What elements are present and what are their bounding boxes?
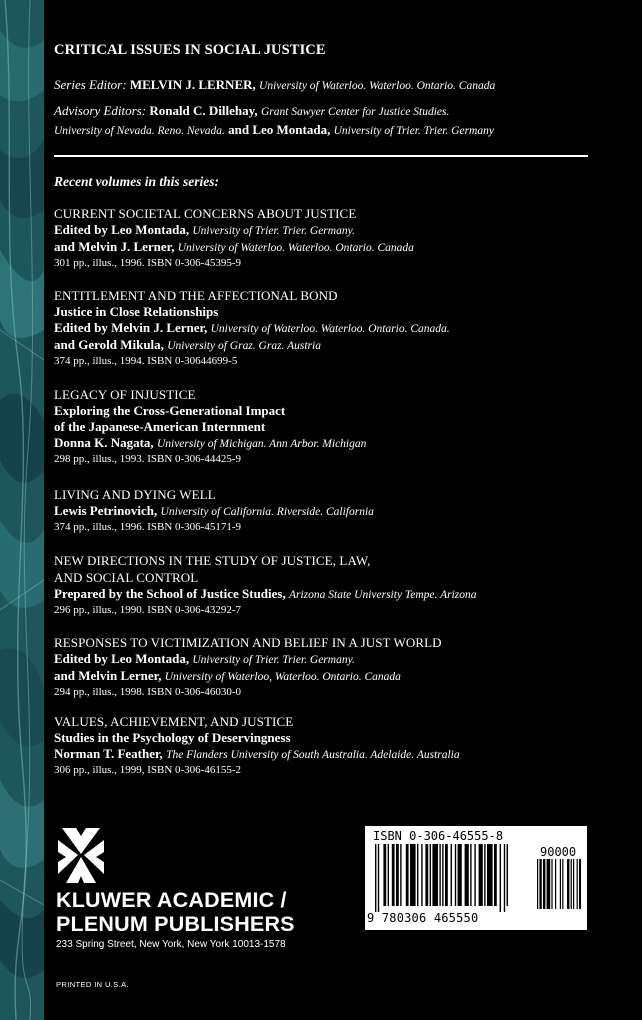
volume-subtitle: Studies in the Psychology of Deservingness — [54, 730, 291, 745]
volume-entry — [54, 486, 614, 535]
series-editor-affiliation: University of Waterloo. Waterloo. Ontario. Canada — [259, 80, 496, 92]
barcode-bar — [445, 844, 448, 906]
barcode-bar — [551, 859, 552, 909]
barcode-bar — [479, 844, 483, 906]
volume-meta: 306 pp., illus., 1999, ISBN 0-306-46155-2 — [54, 764, 241, 776]
barcode-bar — [417, 844, 418, 906]
publisher-address: 233 Spring Street, New York, New York 10013-1578 — [56, 939, 286, 950]
volume-author: Norman T. Feather, The Flanders University of South Australia. Adelaide. Australia — [54, 746, 460, 761]
volume-author: Lewis Petrinovich, University of California. Riverside. California — [54, 503, 374, 518]
advisory-editors — [54, 102, 494, 140]
barcode-bar — [547, 859, 551, 909]
barcode-bar — [577, 859, 578, 909]
divider-rule — [54, 155, 588, 157]
barcode-price-code: 90000 — [540, 845, 577, 859]
publisher-line-2: PLENUM PUBLISHERS — [56, 912, 295, 936]
barcode-bar — [560, 859, 561, 909]
barcode-bar — [579, 859, 581, 909]
barcode-bar — [494, 844, 497, 906]
barcode-isbn: ISBN 0-306-46555-8 — [373, 829, 504, 843]
advisory-and: and — [228, 122, 250, 137]
marble-spine-strip — [0, 0, 44, 1020]
barcode-bar — [400, 844, 401, 906]
barcode-bar — [410, 844, 416, 906]
barcode-bar — [504, 844, 505, 912]
volume-author: Edited by Leo Montada, University of Trier. Trier. Germany. — [54, 651, 355, 666]
volume-meta: 296 pp., illus., 1990. ISBN 0-306-43292-7 — [54, 604, 241, 616]
barcode-bar — [406, 844, 409, 906]
volume-subtitle: Exploring the Cross-Generational Impact — [54, 403, 286, 418]
volume-subtitle: Justice in Close Relationships — [54, 304, 219, 319]
barcode-bar — [392, 844, 395, 906]
volume-entry — [54, 287, 614, 369]
volume-meta: 301 pp., illus., 1996. ISBN 0-306-45395-9 — [54, 257, 241, 269]
volume-entry — [54, 634, 614, 700]
barcode-bar — [500, 844, 501, 912]
barcode-bar — [439, 844, 440, 906]
recent-volumes-heading: Recent volumes in this series: — [54, 174, 219, 189]
advisory-affiliation-1a: Grant Sawyer Center for Justice Studies. — [260, 106, 450, 118]
volume-title: ENTITLEMENT AND THE AFFECTIONAL BOND — [54, 288, 338, 303]
barcode-bars-addon — [537, 859, 581, 914]
volume-title: AND SOCIAL CONTROL — [54, 570, 199, 585]
series-editor-label: Series Editor: — [54, 77, 127, 92]
barcode-bar — [465, 844, 469, 906]
series-title: CRITICAL ISSUES IN SOCIAL JUSTICE — [54, 42, 326, 58]
barcode-bar — [458, 844, 462, 906]
barcode-bar — [543, 859, 545, 909]
volume-title: CURRENT SOCIETAL CONCERNS ABOUT JUSTICE — [54, 206, 357, 221]
volume-author: and Melvin J. Lerner, University of Waterloo. Waterloo. Ontario. Canada — [54, 239, 414, 254]
barcode-bar — [562, 859, 563, 909]
volume-author: and Gerold Mikula, University of Graz. Graz. Austria — [54, 337, 321, 352]
barcode-bar — [378, 844, 379, 912]
barcode-bar — [487, 844, 493, 906]
volume-entry — [54, 386, 614, 467]
volume-meta: 294 pp., illus., 1998. ISBN 0-306-46030-0 — [54, 686, 241, 698]
volume-author: Donna K. Nagata, University of Michigan. Ann Arbor. Michigan — [54, 435, 367, 450]
advisory-affiliation-1b: University of Nevada. Reno. Nevada. — [54, 125, 225, 137]
barcode — [365, 826, 587, 930]
barcode-bar — [470, 844, 471, 906]
barcode-bar — [396, 844, 399, 906]
publisher-name — [56, 888, 295, 936]
volume-meta: 374 pp., illus., 1994. ISBN 0-30644699-5 — [54, 355, 238, 367]
volume-title: RESPONSES TO VICTIMIZATION AND BELIEF IN A JUST WORLD — [54, 635, 442, 650]
volume-subtitle: of the Japanese-American Internment — [54, 419, 266, 434]
volume-title: LIVING AND DYING WELL — [54, 487, 216, 502]
barcode-bar — [537, 859, 538, 909]
series-editor — [54, 77, 495, 93]
barcode-bar — [507, 844, 508, 906]
volume-title: NEW DIRECTIONS IN THE STUDY OF JUSTICE, LAW, — [54, 553, 371, 568]
kluwer-plenum-logo-icon — [56, 826, 106, 884]
barcode-ean-digits: 9 780306 465550 — [367, 911, 479, 925]
volume-title: LEGACY OF INJUSTICE — [54, 387, 196, 402]
barcode-bar — [484, 844, 485, 906]
advisory-affiliation-2: University of Trier. Trier. Germany — [333, 125, 494, 137]
volume-author: Edited by Leo Montada, University of Trier. Trier. Germany. — [54, 222, 355, 237]
barcode-bar — [455, 844, 456, 906]
barcode-bar — [388, 844, 389, 906]
volume-meta: 374 pp., illus., 1996. ISBN 0-306-45171-9 — [54, 521, 241, 533]
volume-entry — [54, 713, 614, 778]
advisory-name-1: Ronald C. Dillehay, — [149, 103, 258, 118]
volume-entry — [54, 552, 614, 618]
barcode-bar — [571, 859, 572, 909]
publisher-line-1: KLUWER ACADEMIC / — [56, 888, 287, 912]
volume-author: Prepared by the School of Justice Studies, Arizona State University Tempe. Arizona — [54, 586, 477, 601]
advisory-label: Advisory Editors: — [54, 103, 147, 118]
advisory-name-2: Leo Montada, — [252, 122, 331, 137]
barcode-bar — [573, 859, 574, 909]
barcode-bar — [555, 859, 556, 909]
barcode-bar — [430, 844, 431, 906]
series-editor-name: MELVIN J. LERNER, — [129, 77, 256, 92]
volume-meta: 298 pp., illus., 1993. ISBN 0-306-44425-9 — [54, 453, 241, 465]
barcode-bar — [432, 844, 438, 906]
volume-author: Edited by Melvin J. Lerner, University of Waterloo. Waterloo. Ontario. Canada. — [54, 320, 450, 335]
barcode-bar — [539, 859, 541, 909]
volume-entry — [54, 205, 614, 271]
barcode-bar — [375, 844, 376, 912]
barcode-bar — [567, 859, 569, 909]
volume-title: VALUES, ACHIEVEMENT, AND JUSTICE — [54, 714, 294, 729]
barcode-bar — [425, 844, 428, 906]
printed-in: PRINTED IN U.S.A. — [56, 980, 130, 989]
barcode-bar — [442, 844, 443, 906]
barcode-bar — [474, 844, 475, 906]
barcode-bar — [421, 844, 422, 906]
volume-author: and Melvin Lerner, University of Waterloo, Waterloo. Ontario. Canada — [54, 668, 401, 683]
barcode-bar — [451, 844, 452, 906]
barcode-bar — [383, 844, 386, 906]
barcode-bars-main — [375, 844, 535, 914]
